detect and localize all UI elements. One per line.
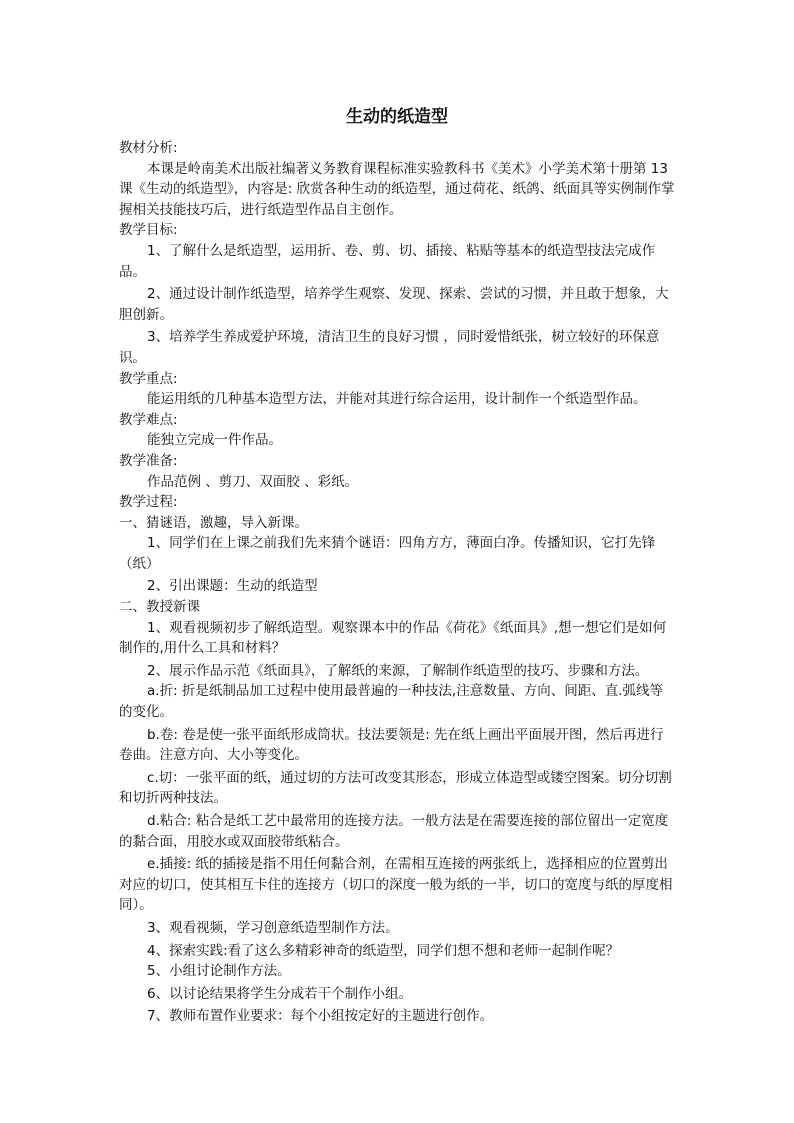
goal-item-2: 2、通过设计制作纸造型，培养学生观察、发现、探索、尝试的习惯，并且敢于想象，大胆创新。 [119,286,669,323]
part-two-step-3: 3、观看视频，学习创意纸造型制作方法。 [147,919,399,936]
part-one-heading: 一、猜谜语，激趣，导入新课。 [119,514,308,531]
part-two-step-1: 1、观看视频初步了解纸造型。观察课本中的作品《荷花》《纸面具》,想一想它们是如何制作的,用什么工具和材料？ [119,619,667,657]
part-two-step-7: 7、教师布置作业要求：每个小组按定好的主题进行创作。 [147,1008,494,1025]
technique-insert: e.插接: 纸的插接是指不用任何黏合剂，在需相互连接的两张纸上，选择相应的位置剪出对应的切口，使其相互卡住的连接方（切口的深度一般为纸的一半，切口的宽度与纸的厚度相同）。 [119,856,673,914]
part-two-step-5: 5、小组讨论制作方法。 [147,963,291,980]
goals-heading: 教学目标: [119,222,178,239]
document-body [119,138,675,1027]
part-one-step-2: 2、引出课题：生动的纸造型 [147,578,318,595]
preparation-text: 作品范例 、剪刀、双面胶 、彩纸。 [147,473,359,490]
key-points-text: 能运用纸的几种基本造型方法，并能对其进行综合运用，设计制作一个纸造型作品。 [147,391,647,408]
technique-fold: a.折: 折是纸制品加工过程中使用最普遍的一种技法,注意数量、方向、间距、直.弧线等的变化。 [119,683,663,721]
preparation-heading: 教学准备: [119,452,178,469]
part-two-heading: 二、教授新课 [119,599,200,616]
part-two-step-4: 4、探索实践:看了这么多精彩神奇的纸造型，同学们想不想和老师一起制作呢？ [147,942,620,959]
part-one-step-1: 1、同学们在上课之前我们先来猜个谜语：四角方方，薄面白净。传播知识，它打先锋（纸） [119,535,656,572]
goal-item-3: 3、培养学生养成爱护环境，清洁卫生的良好习惯 ，同时爱惜纸张，树立较好的环保意识。 [119,329,660,366]
document-title: 生动的纸造型 [346,107,448,127]
analysis-heading: 教材分析: [119,140,178,156]
process-heading: 教学过程: [119,494,178,511]
key-points-heading: 教学重点: [119,370,178,387]
part-two-step-2: 2、展示作品示范《纸面具》，了解纸的来源，了解制作纸造型的技巧、步骤和方法。 [147,662,649,679]
goal-item-1: 1、了解什么是纸造型，运用折、卷、剪、切、插接、粘贴等基本的纸造型技法完成作品。 [119,242,656,280]
part-two-step-6: 6、以讨论结果将学生分成若干个制作小组。 [147,985,413,1002]
difficult-points-text: 能独立完成一件作品。 [147,432,282,449]
technique-roll: b.卷: 卷是使一张平面纸形成筒状。技法要领是: 先在纸上画出平面展开图，然后再进行卷曲。注意方向、大小等变化。 [119,726,664,764]
technique-cut: c.切：一张平面的纸，通过切的方法可改变其形态，形成立体造型或镂空图案。切分切割和切折两种技法。 [119,769,672,807]
technique-glue: d.粘合: 粘合是纸工艺中最常用的连接方法。一般方法是在需要连接的部位留出一定宽度的黏合面，用胶水或双面胶带纸粘合。 [119,813,669,850]
difficult-points-heading: 教学难点: [119,411,178,428]
analysis-paragraph: 本课是岭南美术出版社编著义务教育课程标准实验教科书《美术》小学美术第十册第 13 课《生动的纸造型》，内容是: 欣赏各种生动的纸造型，通过荷花、纸鸽、纸面具等实例制作掌握相关技能技巧后，进行纸造型作品自主创作。 [119,160,675,218]
